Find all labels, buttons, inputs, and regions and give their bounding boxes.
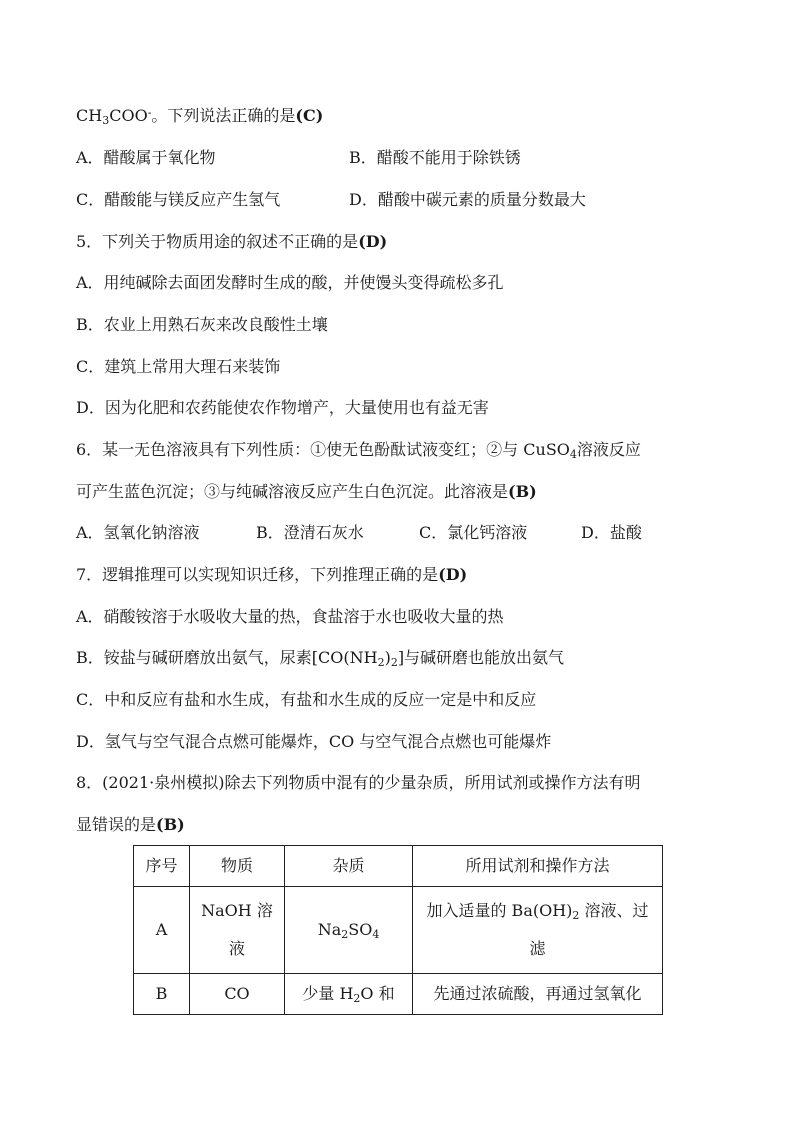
q7-option-a: A．硝酸铵溶于水吸收大量的热，食盐溶于水也吸收大量的热: [76, 607, 504, 626]
q7-option-c: C．中和反应有盐和水生成，有盐和水生成的反应一定是中和反应: [76, 690, 537, 709]
q4-option-b: B．醋酸不能用于除铁锈: [349, 148, 521, 167]
q4-option-c: C．醋酸能与镁反应产生氢气: [76, 190, 281, 209]
table-row: [134, 887, 663, 974]
table-header-cell: 物质: [190, 846, 285, 887]
impurity-cell: 少量 $H_2O$ 和: [285, 974, 413, 1015]
q6-option-b: B．澄清石灰水: [256, 523, 364, 542]
q5-option-c: C．建筑上常用大理石来装饰: [76, 357, 281, 376]
q6-stem-line2: 可产生蓝色沉淀；③与纯碱溶液反应产生白色沉淀。此溶液是(B): [76, 482, 537, 501]
q7-option-b: B．铵盐与碱研磨放出氨气，尿素$[CO(NH_2)_2]$与碱研磨也能放出氨气: [76, 648, 565, 669]
substance-cell: NaOH 溶 液: [190, 887, 285, 974]
q8-stem-line1: 8．(2021·泉州模拟)除去下列物质中混有的少量杂质，所用试剂或操作方法有明: [76, 773, 641, 792]
q7-answer: (D): [438, 565, 468, 584]
q5-option-b: B．农业上用熟石灰来改良酸性土壤: [76, 315, 328, 334]
q8-stem-line2: 显错误的是(B): [76, 815, 185, 834]
q5-option-d: D．因为化肥和农药能使农作物增产，大量使用也有益无害: [76, 398, 489, 417]
q6-option-d: D．盐酸: [581, 523, 642, 542]
q6-stem-line1: 6．某一无色溶液具有下列性质：①使无色酚酞试液变红；②与 CuSO$_4$溶液反应: [76, 440, 641, 461]
q8-answer: (B): [156, 815, 185, 834]
q5-answer: (D): [358, 232, 388, 251]
method-cell: 加入适量的 $Ba(OH)_2$ 溶液、过 滤: [413, 887, 663, 974]
table-header-cell: 所用试剂和操作方法: [413, 846, 663, 887]
q6-option-a: A．氢氧化钠溶液: [76, 523, 200, 542]
q7-option-d: D．氢气与空气混合点燃可能爆炸，CO 与空气混合点燃也可能爆炸: [76, 732, 552, 751]
q5-stem: 5．下列关于物质用途的叙述不正确的是(D): [76, 232, 388, 251]
table-header-cell: 杂质: [285, 846, 413, 887]
table-row: [134, 974, 663, 1015]
row-id: B: [134, 974, 190, 1015]
table-header-cell: 序号: [134, 846, 190, 887]
q7-stem: 7．逻辑推理可以实现知识迁移，下列推理正确的是(D): [76, 565, 468, 584]
q4-intro: $CH_3COO^-$。下列说法正确的是(C): [76, 106, 324, 127]
row-id: A: [134, 887, 190, 974]
substance-cell: CO: [190, 974, 285, 1015]
q4-option-d: D．醋酸中碳元素的质量分数最大: [349, 190, 586, 209]
impurity-cell: $Na_2SO_4$: [285, 887, 413, 974]
method-cell: 先通过浓硫酸，再通过氢氧化: [413, 974, 663, 1015]
impurity-table: [133, 845, 663, 1015]
q4-answer: (C): [295, 106, 324, 125]
table-header-row: [134, 846, 663, 887]
q5-option-a: A．用纯碱除去面团发酵时生成的酸，并使馒头变得疏松多孔: [76, 273, 504, 292]
q6-answer: (B): [508, 482, 537, 501]
q4-option-a: A．醋酸属于氧化物: [76, 148, 216, 167]
q6-option-c: C．氯化钙溶液: [419, 523, 528, 542]
